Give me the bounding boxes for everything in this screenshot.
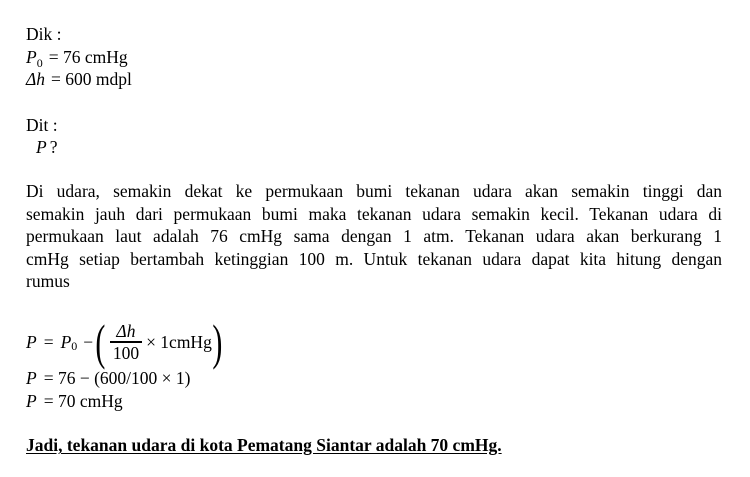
p0-value: = 76 cmHg xyxy=(48,47,128,67)
formula-equals: = xyxy=(43,331,54,352)
p0-subscript: 0 xyxy=(36,56,43,70)
right-parenthesis: ) xyxy=(212,314,223,370)
formula-minus: − xyxy=(83,331,94,352)
formula-times-unit: × 1cmHg xyxy=(146,331,212,352)
explanation-line: Di udara, semakin dekat ke permukaan bumi tekanan udara akan semakin tinggi dan xyxy=(26,181,722,201)
explanation-line: semakin jauh dari permukaan bumi maka tekanan udara semakin kecil. Tekanan udara di xyxy=(26,203,722,224)
asked-p-line xyxy=(36,136,57,158)
asked-p-variable: P xyxy=(36,137,47,157)
explanation-paragraph xyxy=(26,180,722,293)
formula-line-2 xyxy=(26,367,190,389)
formula-p0: P xyxy=(60,331,72,352)
explanation-line: rumus xyxy=(26,271,70,291)
fraction xyxy=(110,321,142,362)
formula-line-2-rhs: = 76 − (600/100 × 1) xyxy=(43,368,191,388)
formula-line-3-rhs: = 70 cmHg xyxy=(43,391,123,411)
asked-question-mark: ? xyxy=(49,137,58,157)
explanation-line: permukaan laut adalah 76 cmHg sama dengan 1 atm. Tekanan udara akan berkurang 1 xyxy=(26,226,722,246)
formula-line-3 xyxy=(26,390,123,412)
fraction-denominator: 100 xyxy=(112,342,140,363)
known-p0-line xyxy=(26,46,128,70)
formula-lhs: P xyxy=(26,331,37,352)
known-heading: Dik : xyxy=(26,24,62,44)
asked-heading: Dit : xyxy=(26,115,58,135)
conclusion: Jadi, tekanan udara di kota Pematang Siantar adalah 70 cmHg. xyxy=(26,435,502,455)
explanation-line: cmHg setiap bertambah ketinggian 100 m. Untuk tekanan udara dapat kita hitung dengan xyxy=(26,248,722,269)
known-dh-line xyxy=(26,68,132,90)
formula-line-2-lhs: P xyxy=(26,368,37,388)
formula-line-1 xyxy=(26,314,222,370)
formula-line-3-lhs: P xyxy=(26,391,37,411)
p0-variable: P xyxy=(26,47,37,67)
formula-p0-subscript: 0 xyxy=(71,338,78,353)
dh-variable: Δh xyxy=(26,69,46,89)
dh-value: = 600 mdpl xyxy=(51,69,132,89)
document-page xyxy=(26,0,722,477)
fraction-numerator: Δh xyxy=(116,321,136,342)
left-parenthesis: ( xyxy=(95,314,106,370)
